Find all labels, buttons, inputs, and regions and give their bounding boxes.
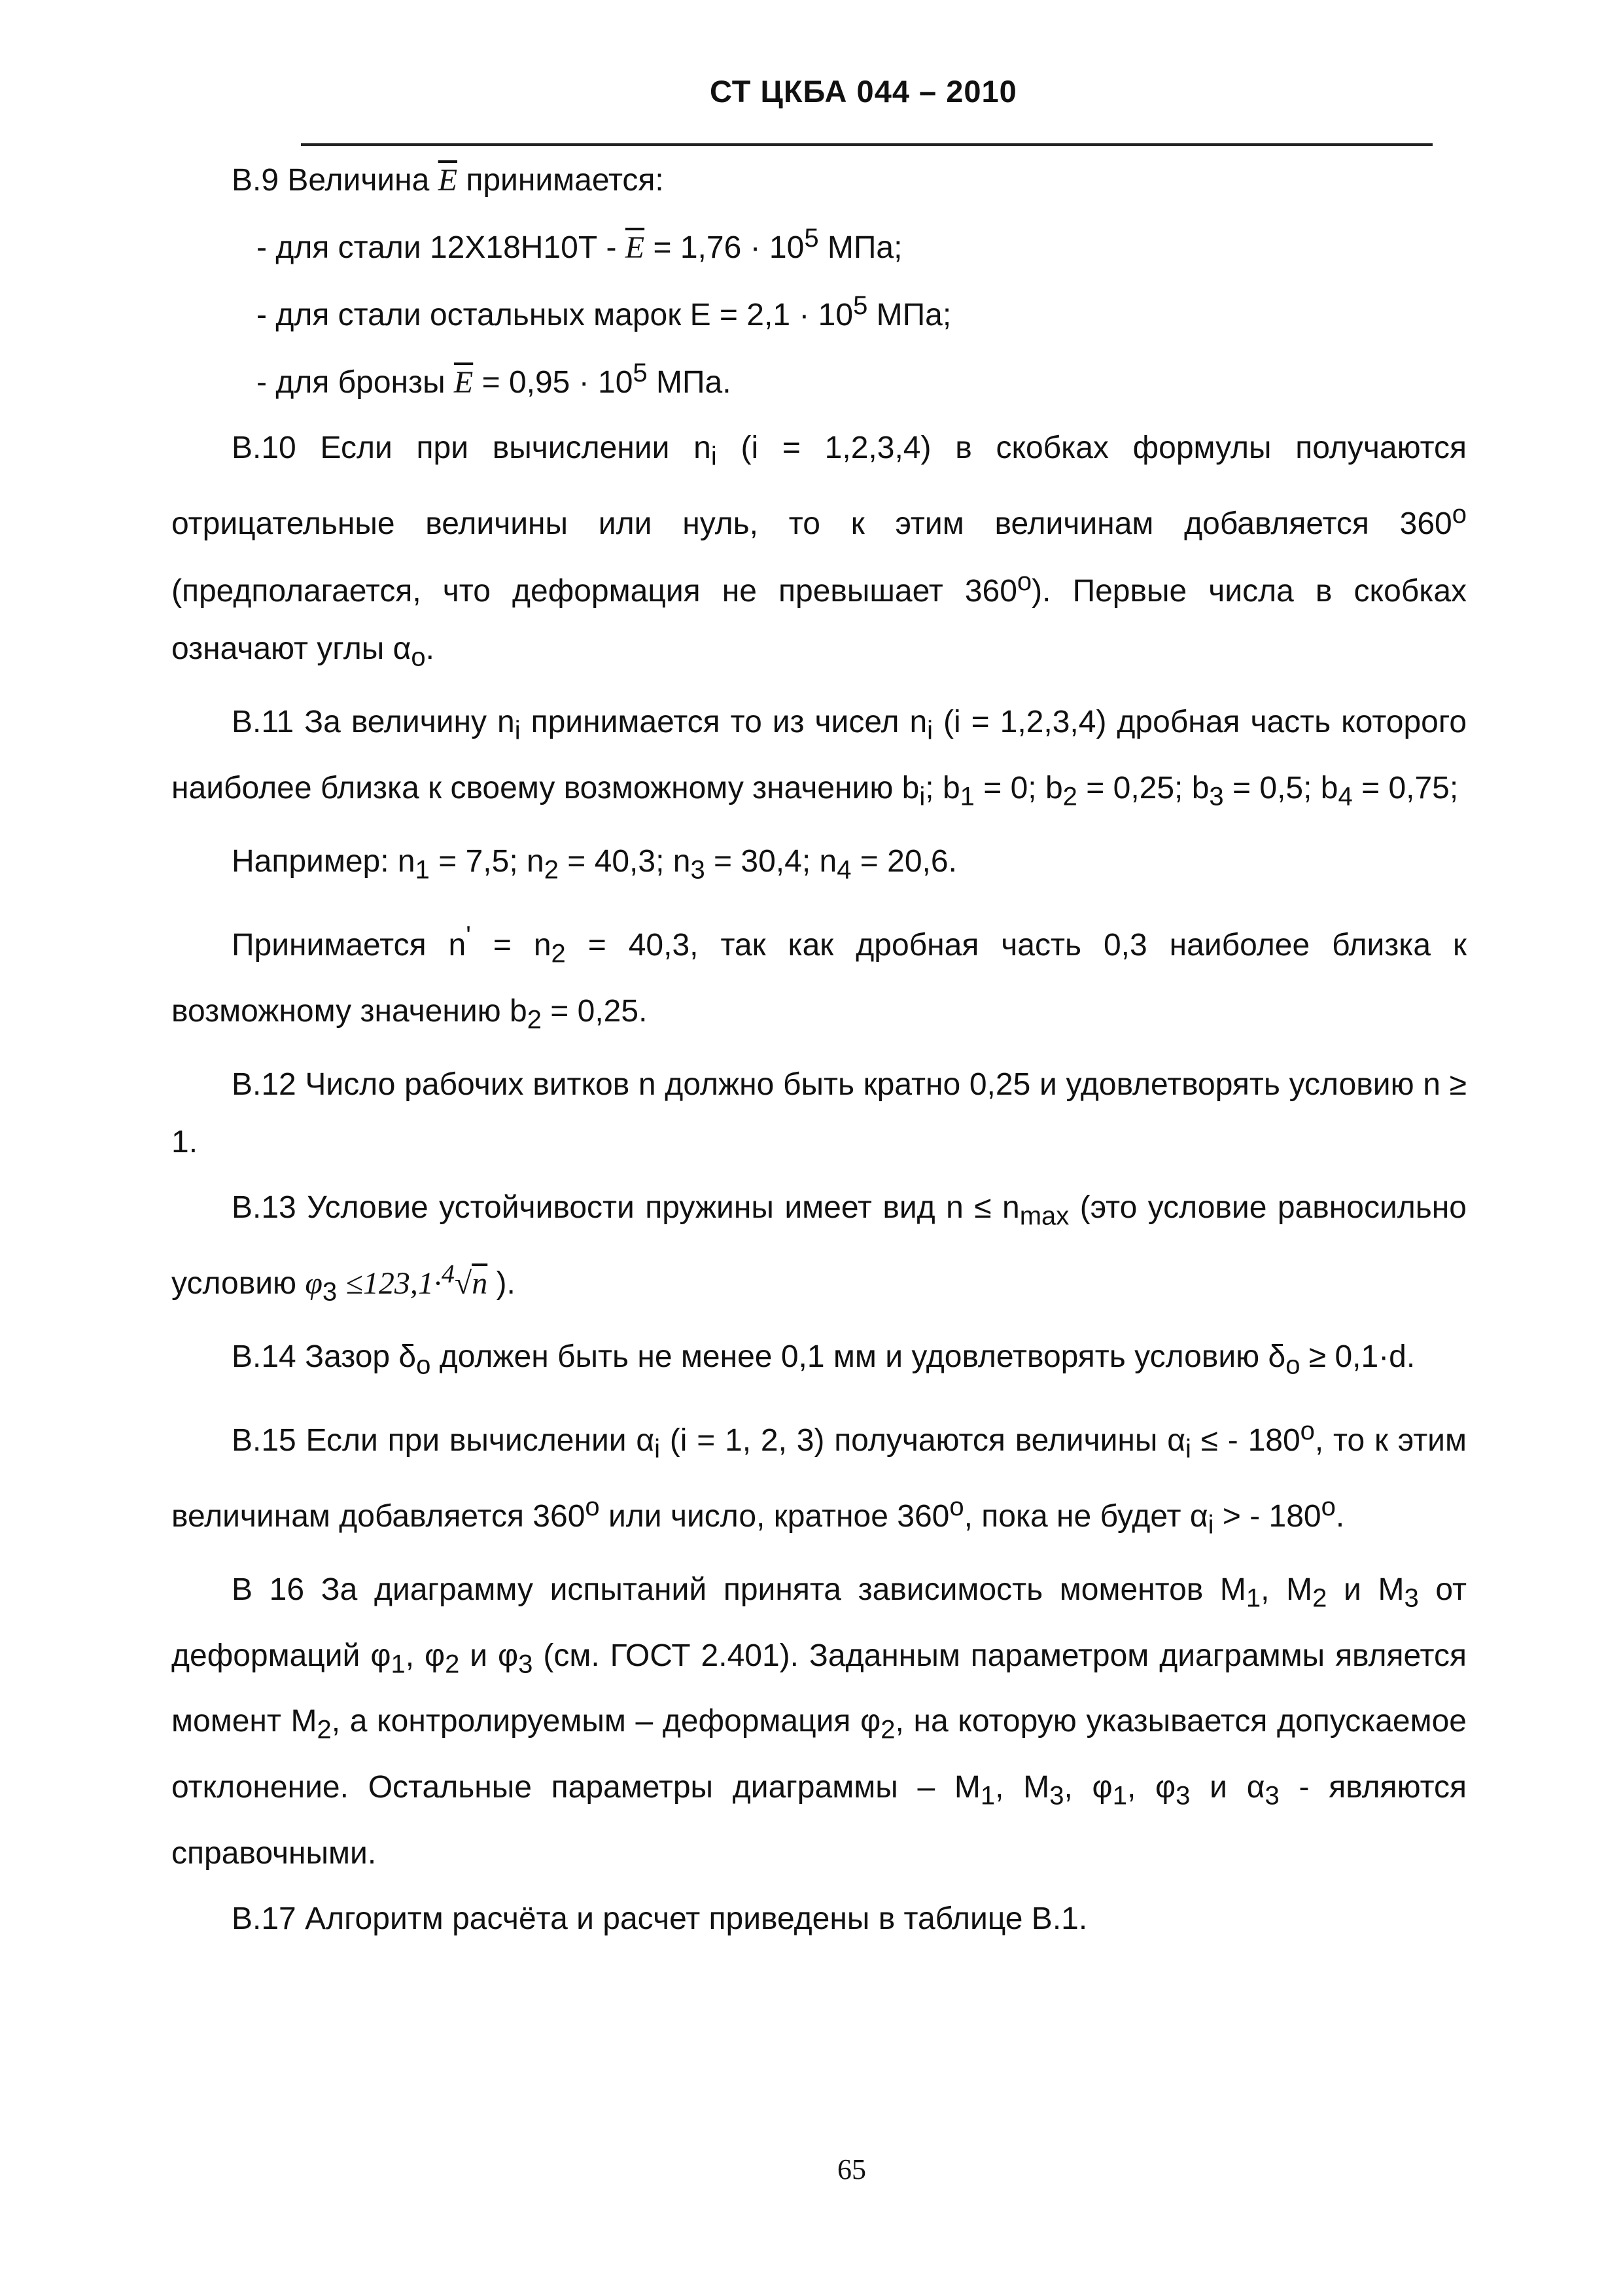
section-b11: В.11 За величину $n_i$ принимается то из чисел $n_i$ (i = 1,2,3,4) дробная часть которого наиболее близка к своему возможному значению $b_i$; $b_1 = 0$; $b_2 = 0,25$; $b_3 = 0,5$; $b_4 = 0,75$;	[171, 705, 1467, 811]
section-accepted: Принимается $n' = n_2 = 40,3$, так как дробная часть 0,3 наиболее близка к возможному значению $b_2 = 0,25$.	[171, 921, 1467, 1034]
section-b13: В.13 Условие устойчивости пружины имеет вид $n \le n_{max}$ (это условие равносильно условию $\varphi_3 \le 123,1\cdot^4√n$ ).	[171, 1190, 1467, 1307]
section-b10: В.10 Если при вычислении $n_i$ (i = 1,2,3,4) в скобках формулы получаются отрицательные величины или нуль, то к этим величинам добавляется $360^о$ (предполагается, что деформация не превышает $360^о$). Первые числа в скобках означают углы $\alpha_о$.	[171, 431, 1467, 672]
section-b9-steel-other: - для стали остальных марок $Е = 2,1 \cdot 10^5$ МПа;	[256, 291, 952, 332]
section-b17: В.17 Алгоритм расчёта и расчет приведены в таблице В.1.	[232, 1901, 1088, 1936]
section-b15: В.15 Если при вычислении $\alpha_i$ (i = 1, 2, 3) получаются величины $\alpha_i$ ≤ - $180^о$, то к этим величинам добавляется $360^о$ или число, кратное $360^о$, пока не будет $\alpha_i$ > - $180^о$.	[171, 1416, 1467, 1540]
section-b16: В 16 За диаграмму испытаний принята зависимость моментов $М_1$, $М_2$ и $М_3$ от деформаций $\varphi_1$, $\varphi_2$ и $\varphi_3$ (см. ГОСТ 2.401). Заданным параметром диаграммы является момент $М_2$, а контролируемым – деформация $\varphi_2$, на которую указывается допускаемое отклонение. Остальные параметры диаграммы – $М_1$, $М_3$, $\varphi_1$, $\varphi_3$ и $\alpha_3$ - являются справочными.	[171, 1572, 1467, 1871]
page-number: 65	[837, 2153, 866, 2185]
header-rule	[301, 143, 1433, 146]
section-b9-bronze: - для бронзы $\overline{E} = 0,95 \cdot 10^5$ МПа.	[256, 359, 731, 400]
section-b9-steel-12x18: - для стали $12Х18Н10Т - \overline{E} = 1,76 \cdot 10^5$ МПа;	[256, 224, 903, 265]
document-header: СТ ЦКБА 044 – 2010	[710, 74, 1017, 109]
section-example: Например: $n_1 = 7,5$; $n_2 = 40,3$; $n_3 = 30,4$; $n_4 = 20,6$.	[232, 844, 957, 885]
section-b14: В.14 Зазор $\delta_о$ должен быть не менее 0,1 мм и удовлетворять условию $\delta_о \ge 0,1\cdot d$.	[232, 1339, 1416, 1380]
section-b9-title: В.9 Величина $\overline{E}$ принимается:	[232, 163, 664, 198]
section-b12: В.12 Число рабочих витков n должно быть кратно 0,25 и удовлетворять условию n ≥ 1.	[171, 1067, 1467, 1160]
document-body	[171, 152, 1467, 1948]
